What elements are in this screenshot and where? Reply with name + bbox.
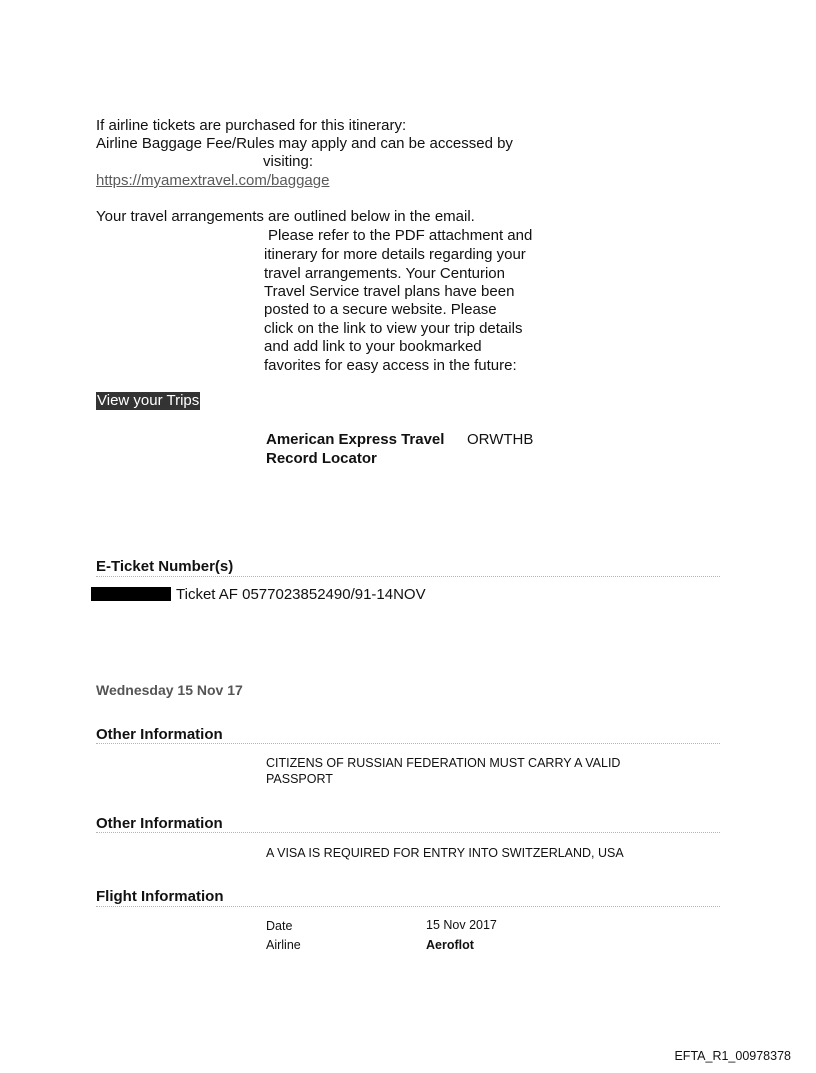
arrangements-line: favorites for easy access in the future: [264, 357, 517, 374]
document-id: EFTA_R1_00978378 [674, 1049, 791, 1063]
other-info-text: PASSPORT [266, 772, 333, 786]
other-info-divider [96, 743, 720, 744]
arrangements-line: Travel Service travel plans have been [264, 283, 515, 300]
arrangements-line: and add link to your bookmarked [264, 338, 482, 355]
other-info-header: Other Information [96, 726, 223, 743]
redaction-bar [91, 587, 171, 601]
baggage-link[interactable]: https://myamextravel.com/baggage [96, 172, 330, 189]
flight-airline-label: Airline [266, 938, 301, 952]
other-info-text: A VISA IS REQUIRED FOR ENTRY INTO SWITZERLAND, USA [266, 846, 624, 860]
baggage-line-2: Airline Baggage Fee/Rules may apply and can be accessed by [96, 135, 513, 152]
baggage-line-3: visiting: [263, 153, 314, 170]
flight-date-label: Date [266, 919, 293, 933]
flight-date-value: 15 Nov 2017 [426, 918, 497, 932]
view-trips-button[interactable]: View your Trips [97, 392, 200, 409]
other-info-header: Other Information [96, 815, 223, 832]
arrangements-line: itinerary for more details regarding your [264, 246, 526, 263]
other-info-divider [96, 832, 720, 833]
arrangements-line: click on the link to view your trip details [264, 320, 523, 337]
arrangements-intro: Your travel arrangements are outlined below in the email. [96, 208, 475, 225]
arrangements-line: travel arrangements. Your Centurion [264, 265, 505, 282]
eticket-number: Ticket AF 0577023852490/91-14NOV [176, 586, 426, 603]
flight-info-header: Flight Information [96, 888, 224, 905]
baggage-line-1: If airline tickets are purchased for this itinerary: [96, 117, 407, 134]
flight-airline-value: Aeroflot [426, 938, 474, 952]
eticket-header: E-Ticket Number(s) [96, 558, 234, 575]
record-locator-label-2: Record Locator [266, 450, 377, 467]
date-heading: Wednesday 15 Nov 17 [96, 682, 243, 698]
record-locator-label-1: American Express Travel [266, 431, 445, 448]
record-locator-value: ORWTHB [467, 431, 534, 448]
arrangements-line: Please refer to the PDF attachment and [268, 227, 533, 244]
arrangements-line: posted to a secure website. Please [264, 301, 497, 318]
eticket-divider [96, 576, 720, 577]
flight-info-divider [96, 906, 720, 907]
other-info-text: CITIZENS OF RUSSIAN FEDERATION MUST CARRY A VALID [266, 756, 621, 770]
